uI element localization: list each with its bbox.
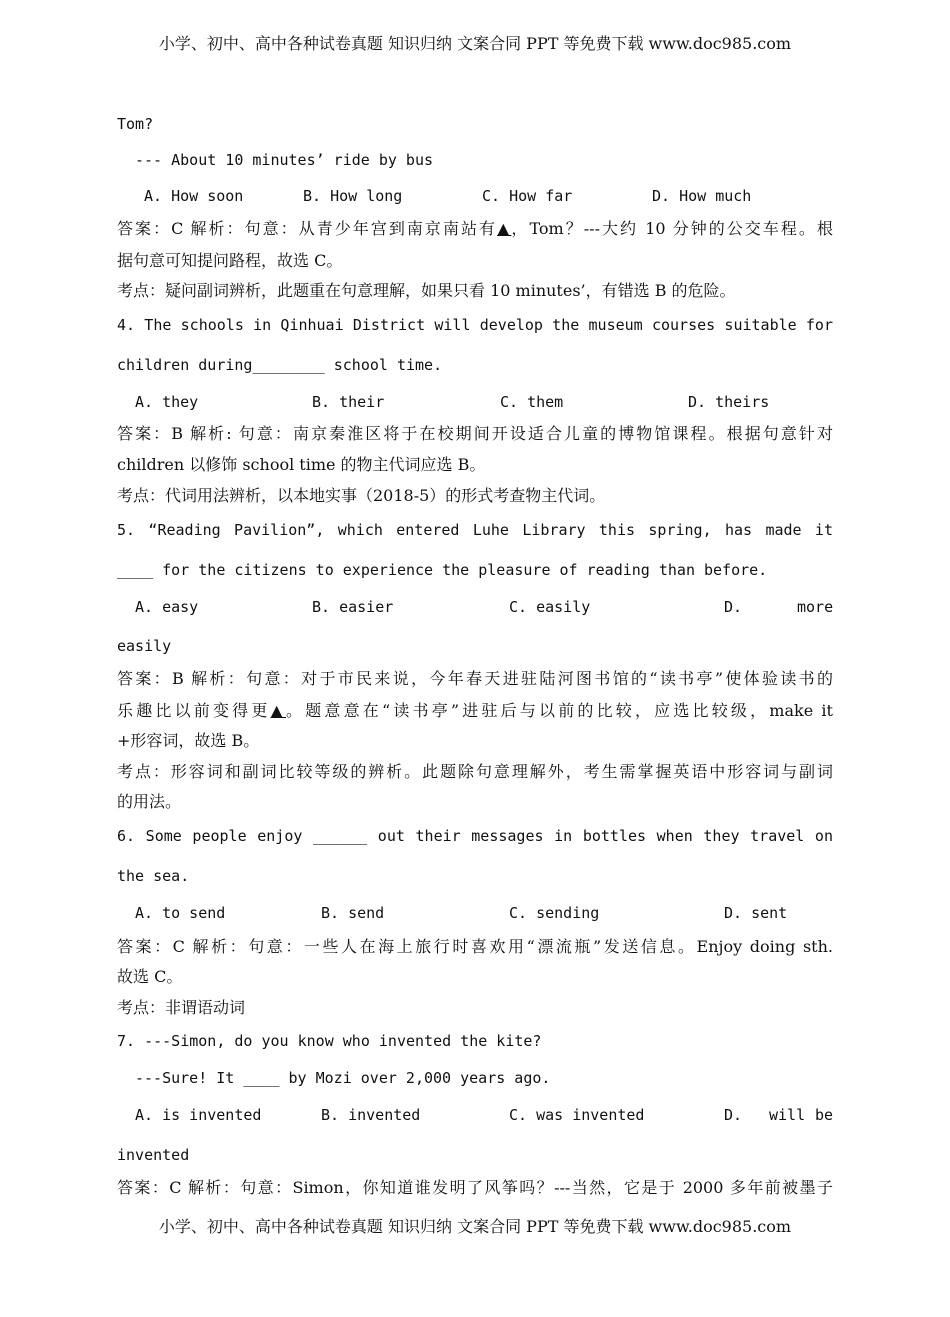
- q7-stem-line2: ---Sure! It ____ by Mozi over 2,000 years ago.: [135, 1069, 551, 1087]
- q7-stem-line1: 7. ---Simon, do you know who invented the kite?: [117, 1032, 542, 1050]
- q3-option-c: C. How far: [482, 187, 573, 205]
- blank-triangle: ▲: [497, 219, 512, 238]
- q4-option-d: D. theirs: [688, 393, 770, 411]
- q5-answer-line2: 乐趣比以前变得更▲。题意意在“读书亭”进驻后与以前的比较，应选比较级，make it: [117, 701, 833, 720]
- q5-point-line2: 的用法。: [117, 792, 182, 811]
- q4-option-b: B. their: [312, 393, 385, 411]
- q7-options: [117, 1104, 833, 1148]
- q6-option-a: A. to send: [135, 904, 226, 922]
- q5-option-d: D.: [724, 598, 743, 616]
- q5-option-c: C. easily: [509, 598, 591, 616]
- page-header: 小学、初中、高中各种试卷真题 知识归纳 文案合同 PPT 等免费下载 www.doc985.com: [158, 34, 792, 53]
- q4-answer-line1: 答案：B 解析: 句意：南京秦淮区将于在校期间开设适合儿童的博物馆课程。根据句意针对: [117, 424, 833, 443]
- q5-stem-line1: 5. “Reading Pavilion”, which entered Luhe Library this spring, has made it: [117, 521, 833, 539]
- q7-option-d: D.: [724, 1106, 743, 1124]
- q6-stem-line2: the sea.: [117, 867, 190, 885]
- q7-option-a: A. is invented: [135, 1106, 262, 1124]
- q6-answer-line1: 答案：C 解析：句意：一些人在海上旅行时喜欢用“漂流瓶”发送信息。Enjoy doing sth.: [117, 937, 833, 956]
- q7-option-wrap: invented: [117, 1146, 190, 1164]
- q3-answer-line2: 据句意可知提问路程，故选 C。: [117, 251, 343, 270]
- q7-answer-line1: 答案：C 解析：句意：Simon，你知道谁发明了风筝吗？---当然，它是于 2000 多年前被墨子: [117, 1178, 833, 1197]
- q3-option-b: B. How long: [303, 187, 403, 205]
- q3-stem-end: Tom?: [117, 115, 154, 133]
- q5-point-line1: 考点：形容词和副词比较等级的辨析。此题除句意理解外，考生需掌握英语中形容词与副词: [117, 762, 833, 781]
- q6-stem-line1: 6. Some people enjoy ______ out their messages in bottles when they travel on: [117, 827, 833, 845]
- q4-stem-line1: 4. The schools in Qinhuai District will develop the museum courses suitable for: [117, 316, 833, 334]
- q5-answer-line1: 答案：B 解析：句意：对于市民来说，今年春天进驻陆河图书馆的“读书亭”使体验读书的: [117, 669, 833, 688]
- q3-answer-line1: 答案：C 解析：句意：从青少年宫到南京南站有▲，Tom？---大约 10 分钟的公交车程。根: [117, 219, 833, 238]
- q6-option-b: B. send: [321, 904, 385, 922]
- q6-answer-line2: 故选 C。: [117, 967, 183, 986]
- q6-point: 考点：非谓语动词: [117, 998, 246, 1017]
- q4-stem-line2: children during________ school time.: [117, 356, 443, 374]
- q5-option-b: B. easier: [312, 598, 394, 616]
- q5-answer-line3: +形容词，故选 B。: [117, 731, 260, 750]
- q5-options: [117, 596, 833, 640]
- q3-option-d: D. How much: [652, 187, 752, 205]
- q6-option-c: C. sending: [509, 904, 600, 922]
- q7-option-d-text2: be: [815, 1106, 834, 1124]
- q7-option-c: C. was invented: [509, 1106, 645, 1124]
- q5-stem-line2: ____ for the citizens to experience the pleasure of reading than before.: [117, 561, 768, 579]
- q6-option-d: D. sent: [724, 904, 788, 922]
- q5-option-d-text: more: [797, 598, 834, 616]
- q3-point: 考点：疑问副词辨析，此题重在句意理解，如果只看 10 minutes’，有错选 B 的危险。: [117, 281, 736, 300]
- q4-point: 考点：代词用法辨析，以本地实事（2018-5）的形式考查物主代词。: [117, 486, 606, 505]
- blank-triangle: ▲: [270, 701, 287, 720]
- q3-option-a: A. How soon: [144, 187, 244, 205]
- q4-answer-line2: children 以修饰 school time 的物主代词应选 B。: [117, 455, 486, 474]
- q5-option-wrap: easily: [117, 637, 172, 655]
- q4-option-c: C. them: [500, 393, 564, 411]
- q3-reply: --- About 10 minutes’ ride by bus: [135, 151, 434, 169]
- q4-option-a: A. they: [135, 393, 199, 411]
- q7-option-d-text1: will: [769, 1106, 806, 1124]
- page-footer: 小学、初中、高中各种试卷真题 知识归纳 文案合同 PPT 等免费下载 www.doc985.com: [158, 1217, 792, 1236]
- q5-option-a: A. easy: [135, 598, 199, 616]
- q7-option-b: B. invented: [321, 1106, 421, 1124]
